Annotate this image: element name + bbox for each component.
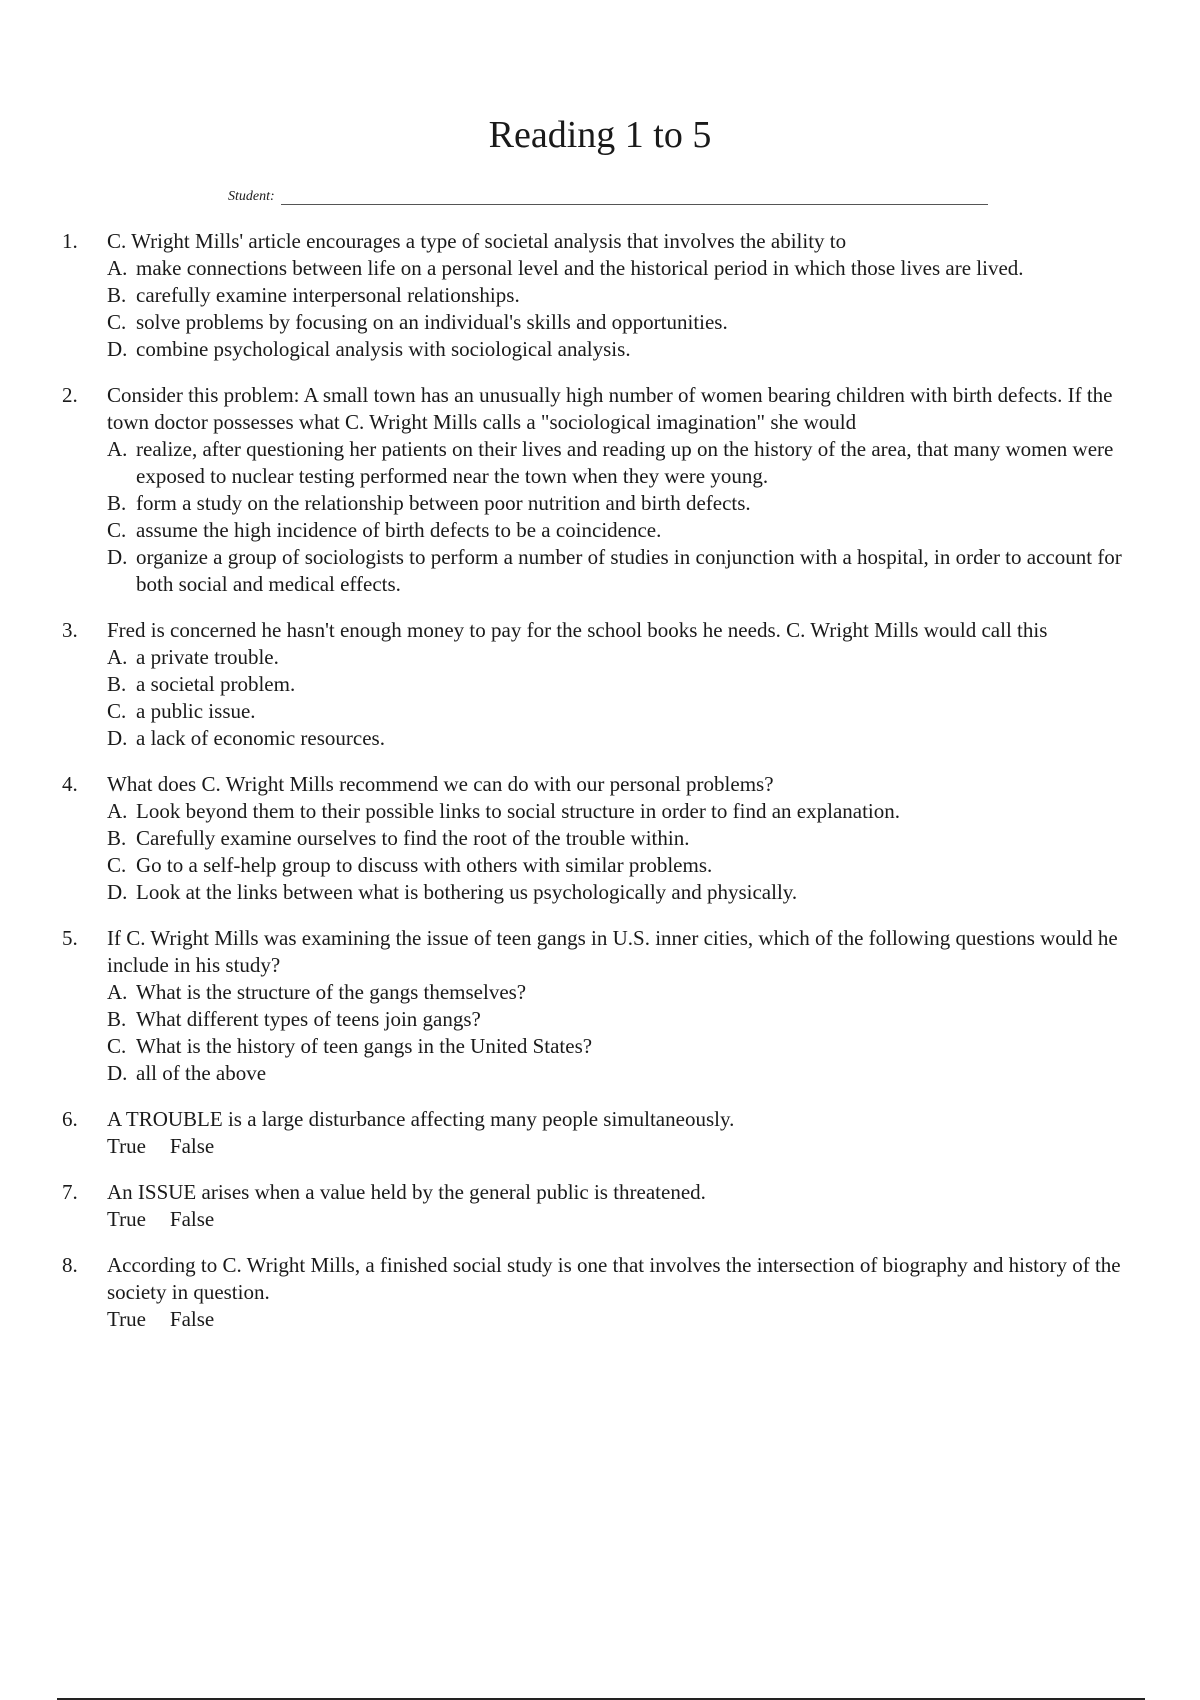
option-text: Carefully examine ourselves to find the root of the trouble within. xyxy=(136,826,690,850)
option-text: carefully examine interpersonal relationships. xyxy=(136,283,520,307)
question-body xyxy=(107,925,1137,1087)
option-text: assume the high incidence of birth defects to be a coincidence. xyxy=(136,518,662,542)
option-letter: B. xyxy=(107,672,127,696)
false-option[interactable]: False xyxy=(169,1207,215,1231)
question-body xyxy=(107,1179,1137,1233)
option-letter: A. xyxy=(107,256,128,280)
option-b[interactable] xyxy=(107,825,1137,852)
question-number: 7. xyxy=(62,1180,78,1204)
question-body xyxy=(107,228,1137,363)
option-text: Look at the links between what is bothering us psychologically and physically. xyxy=(136,880,798,904)
option-c[interactable] xyxy=(107,309,1137,336)
option-letter: D. xyxy=(107,545,128,569)
question-number: 4. xyxy=(62,772,78,796)
true-option[interactable]: True xyxy=(107,1207,146,1231)
option-letter: C. xyxy=(107,699,127,723)
option-letter: A. xyxy=(107,980,128,1004)
option-letter: D. xyxy=(107,337,128,361)
question-list xyxy=(62,228,1137,1352)
question-5 xyxy=(62,925,1137,1087)
option-c[interactable] xyxy=(107,1033,1137,1060)
option-b[interactable] xyxy=(107,282,1137,309)
option-letter: C. xyxy=(107,518,127,542)
question-body xyxy=(107,1106,1137,1160)
question-2 xyxy=(62,382,1137,598)
option-a[interactable] xyxy=(107,798,1137,825)
question-stem: Consider this problem: A small town has an unusually high number of women bearing children with birth defects. If the town doctor possesses what C. Wright Mills calls a "sociological imagination" she would xyxy=(107,383,1113,434)
question-body xyxy=(107,382,1137,598)
question-6 xyxy=(62,1106,1137,1160)
option-text: a lack of economic resources. xyxy=(136,726,385,750)
true-option[interactable]: True xyxy=(107,1134,146,1158)
option-letter: D. xyxy=(107,880,128,904)
option-text: a societal problem. xyxy=(136,672,296,696)
option-text: Look beyond them to their possible links to social structure in order to find an explanation. xyxy=(136,799,901,823)
false-option[interactable]: False xyxy=(169,1307,215,1331)
option-letter: B. xyxy=(107,1007,127,1031)
option-d[interactable] xyxy=(107,1060,1137,1087)
option-a[interactable] xyxy=(107,644,1137,671)
question-1 xyxy=(62,228,1137,363)
option-b[interactable] xyxy=(107,671,1137,698)
option-text: organize a group of sociologists to perform a number of studies in conjunction with a hospital, in order to account for both social and medical effects. xyxy=(136,545,1122,596)
question-8 xyxy=(62,1252,1137,1333)
option-letter: B. xyxy=(107,283,127,307)
option-text: realize, after questioning her patients on their lives and reading up on the history of the area, that many women were exposed to nuclear testing performed near the town when they were young. xyxy=(136,437,1114,488)
option-letter: B. xyxy=(107,826,127,850)
option-text: all of the above xyxy=(136,1061,267,1085)
option-letter: A. xyxy=(107,437,128,461)
option-letter: D. xyxy=(107,1061,128,1085)
option-letter: A. xyxy=(107,645,128,669)
question-number: 5. xyxy=(62,926,78,950)
student-label: Student: xyxy=(228,189,275,204)
option-c[interactable] xyxy=(107,698,1137,725)
false-option[interactable]: False xyxy=(169,1134,215,1158)
question-number: 8. xyxy=(62,1253,78,1277)
option-d[interactable] xyxy=(107,879,1137,906)
question-7 xyxy=(62,1179,1137,1233)
question-body xyxy=(107,1252,1137,1333)
option-d[interactable] xyxy=(107,336,1137,363)
option-text: Go to a self-help group to discuss with others with similar problems. xyxy=(136,853,713,877)
option-text: solve problems by focusing on an individual's skills and opportunities. xyxy=(136,310,728,334)
option-text: What different types of teens join gangs? xyxy=(136,1007,481,1031)
question-number: 3. xyxy=(62,618,78,642)
true-option[interactable]: True xyxy=(107,1307,146,1331)
option-text: a private trouble. xyxy=(136,645,279,669)
option-text: make connections between life on a personal level and the historical period in which those lives are lived. xyxy=(136,256,1024,280)
option-a[interactable] xyxy=(107,979,1137,1006)
true-false-row xyxy=(107,1306,1137,1333)
option-letter: C. xyxy=(107,853,127,877)
option-letter: D. xyxy=(107,726,128,750)
student-name-line[interactable] xyxy=(281,190,988,205)
question-3 xyxy=(62,617,1137,752)
option-letter: B. xyxy=(107,491,127,515)
option-b[interactable] xyxy=(107,1006,1137,1033)
true-false-row xyxy=(107,1133,1137,1160)
question-body xyxy=(107,771,1137,906)
option-letter: A. xyxy=(107,799,128,823)
question-number: 1. xyxy=(62,229,78,253)
option-text: form a study on the relationship between poor nutrition and birth defects. xyxy=(136,491,751,515)
option-c[interactable] xyxy=(107,517,1137,544)
option-letter: C. xyxy=(107,310,127,334)
question-number: 2. xyxy=(62,383,78,407)
option-d[interactable] xyxy=(107,544,1137,598)
option-text: a public issue. xyxy=(136,699,256,723)
option-d[interactable] xyxy=(107,725,1137,752)
question-stem: C. Wright Mills' article encourages a type of societal analysis that involves the ability to xyxy=(107,229,847,253)
question-stem: According to C. Wright Mills, a finished social study is one that involves the intersection of biography and history of the society in question. xyxy=(107,1253,1121,1304)
question-body xyxy=(107,617,1137,752)
page-title: Reading 1 to 5 xyxy=(488,114,712,156)
question-stem: If C. Wright Mills was examining the issue of teen gangs in U.S. inner cities, which of the following questions would he include in his study? xyxy=(107,926,1118,977)
question-stem: A TROUBLE is a large disturbance affecting many people simultaneously. xyxy=(107,1107,735,1131)
option-letter: C. xyxy=(107,1034,127,1058)
true-false-row xyxy=(107,1206,1137,1233)
option-c[interactable] xyxy=(107,852,1137,879)
option-a[interactable] xyxy=(107,436,1137,490)
question-stem: Fred is concerned he hasn't enough money to pay for the school books he needs. C. Wright Mills would call this xyxy=(107,618,1048,642)
question-stem: An ISSUE arises when a value held by the general public is threatened. xyxy=(107,1180,706,1204)
option-text: combine psychological analysis with sociological analysis. xyxy=(136,337,631,361)
question-stem: What does C. Wright Mills recommend we can do with our personal problems? xyxy=(107,772,774,796)
option-text: What is the structure of the gangs themselves? xyxy=(136,980,527,1004)
option-a[interactable] xyxy=(107,255,1137,282)
question-number: 6. xyxy=(62,1107,78,1131)
option-b[interactable] xyxy=(107,490,1137,517)
question-4 xyxy=(62,771,1137,906)
option-text: What is the history of teen gangs in the United States? xyxy=(136,1034,593,1058)
student-name-row xyxy=(228,185,988,205)
